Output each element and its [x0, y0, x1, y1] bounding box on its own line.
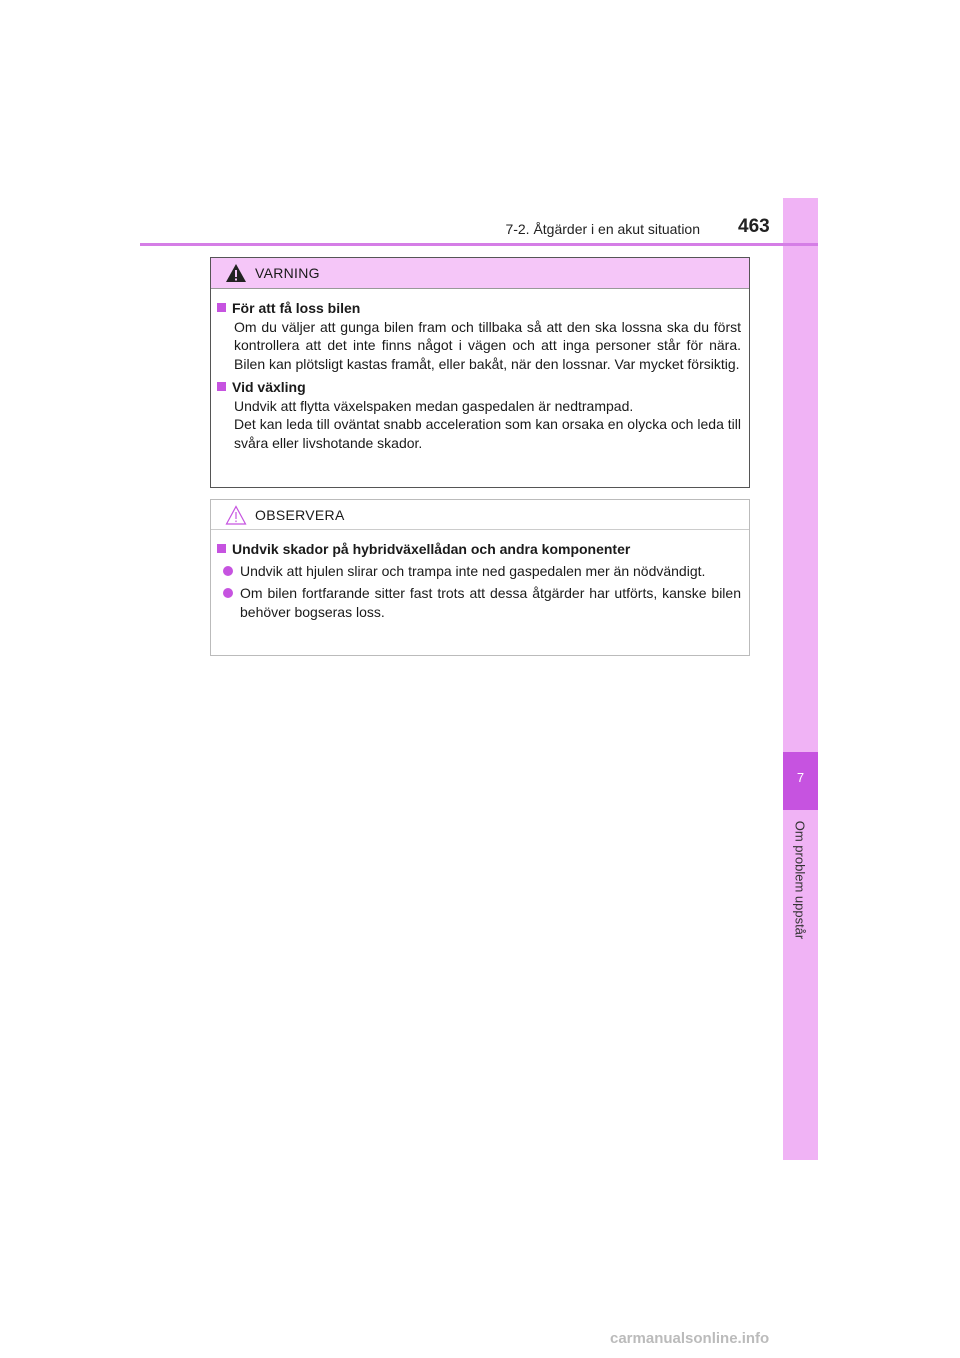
- watermark: carmanualsonline.info: [610, 1330, 770, 1347]
- notice-label: OBSERVERA: [255, 506, 345, 523]
- warning-box-header: [211, 258, 749, 289]
- caution-triangle-icon: [225, 505, 247, 525]
- list-item: Undvik att hjulen slirar och trampa inte ned gaspedalen mer än nödvändigt.: [217, 562, 741, 581]
- warning-item-title: Vid växling: [217, 378, 741, 397]
- warning-item-text: Undvik att flytta växelspaken medan gaspedalen är nedtrampad.: [234, 397, 634, 414]
- round-bullet-icon: [223, 588, 233, 598]
- round-bullet-icon: [223, 566, 233, 576]
- side-chapter-tab: [783, 198, 818, 1160]
- square-bullet-icon: [217, 303, 226, 312]
- chapter-number: 7: [796, 770, 805, 785]
- warning-item-title: För att få loss bilen: [217, 299, 741, 318]
- page-number: 463: [738, 216, 770, 237]
- list-item: Om bilen fortfarande sitter fast trots att dessa åtgärder har utförts, kanske bilen behöver bogseras loss.: [217, 584, 741, 621]
- header-rule: [140, 243, 818, 246]
- square-bullet-icon: [217, 544, 226, 553]
- section-title: 7-2. Åtgärder i en akut situation: [505, 221, 700, 237]
- notice-box-header: [211, 500, 749, 530]
- warning-box: [210, 257, 750, 488]
- warning-label: VARNING: [255, 265, 320, 281]
- warning-triangle-icon: [225, 263, 247, 283]
- square-bullet-icon: [217, 382, 226, 391]
- warning-item-text: Om du väljer att gunga bilen fram och tillbaka så att den ska lossna ska du först kontrollera att det inte finns något i vägen och att inga personer står för nära. Bilen kan plötsligt kastas framåt, eller bakåt, när den lossnar. Var mycket försiktig.: [234, 318, 741, 372]
- notice-item-title: Undvik skador på hybridväxellådan och andra komponenter: [217, 540, 741, 559]
- warning-item-text: Det kan leda till oväntat snabb acceleration som kan orsaka en olycka och leda till svåra eller livshotande skador.: [234, 416, 741, 451]
- notice-box: [210, 499, 750, 656]
- chapter-title: Om problem uppstår: [792, 820, 808, 940]
